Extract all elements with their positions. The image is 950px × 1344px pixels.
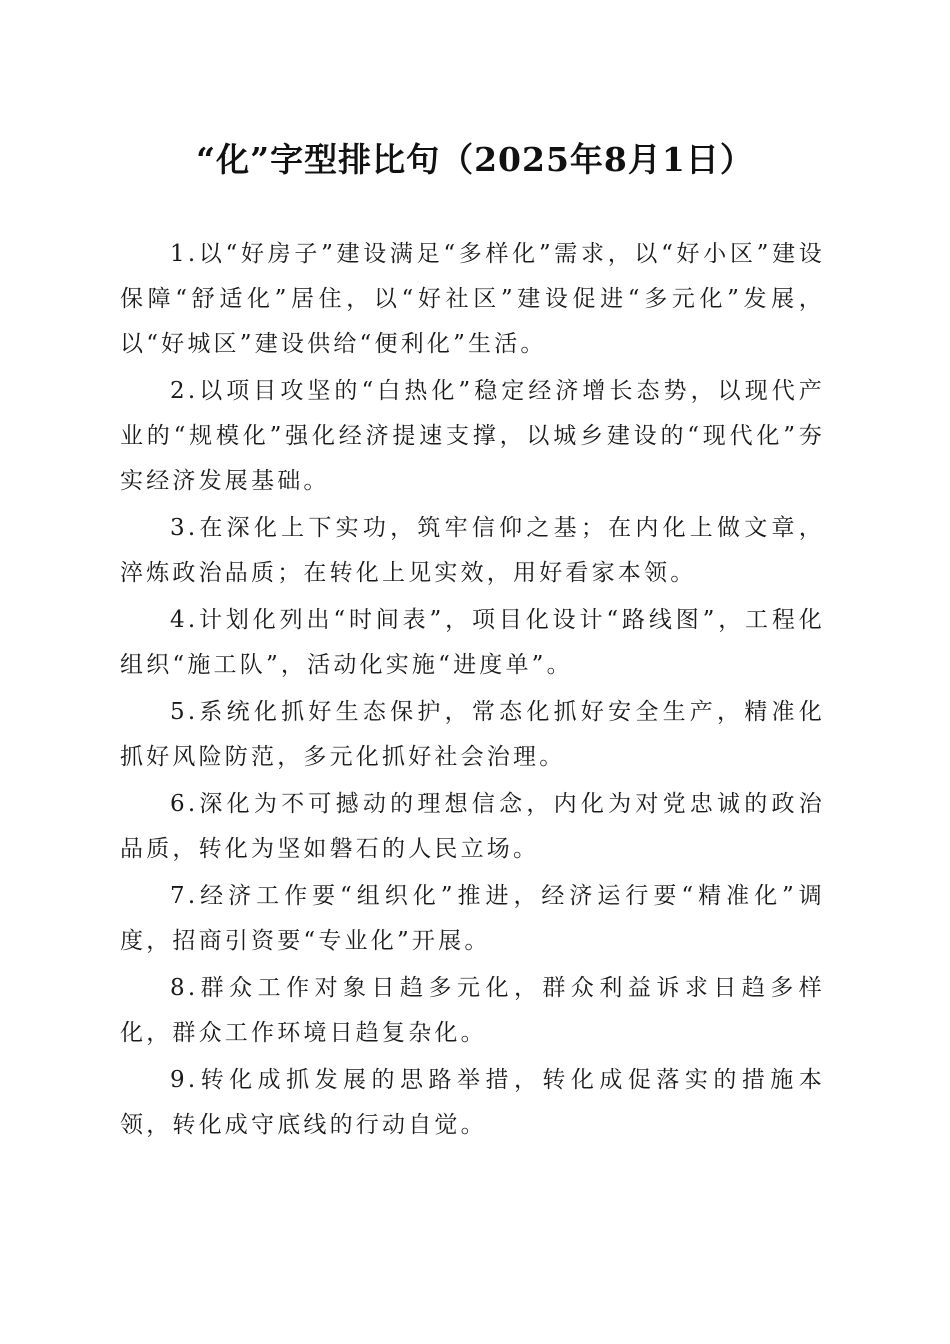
paragraph-4: 4.计划化列出“时间表”，项目化设计“路线图”，工程化组织“施工队”，活动化实施“进度单”。: [120, 607, 825, 678]
paragraph-1: 1.以“好房子”建设满足“多样化”需求，以“好小区”建设保障“舒适化”居住，以“好社区”建设促进“多元化”发展，以“好城区”建设供给“便利化”生活。: [120, 241, 825, 357]
paragraph-7: 7.经济工作要“组织化”推进，经济运行要“精准化”调度，招商引资要“专业化”开展。: [120, 883, 825, 954]
paragraph-2: 2.以项目攻坚的“白热化”稳定经济增长态势，以现代产业的“规模化”强化经济提速支撑，以城乡建设的“现代化”夯实经济发展基础。: [120, 378, 825, 494]
paragraph-8: 8.群众工作对象日趋多元化，群众利益诉求日趋多样化，群众工作环境日趋复杂化。: [120, 975, 825, 1046]
paragraph-9: 9.转化成抓发展的思路举措，转化成促落实的措施本领，转化成守底线的行动自觉。: [120, 1067, 825, 1138]
document-body: [120, 232, 825, 1150]
paragraph-6: 6.深化为不可撼动的理想信念，内化为对党忠诚的政治品质，转化为坚如磐石的人民立场。: [120, 791, 825, 862]
document-title: “化”字型排比句（2025年8月1日）: [196, 140, 754, 179]
paragraph-5: 5.系统化抓好生态保护，常态化抓好安全生产，精准化抓好风险防范，多元化抓好社会治理。: [120, 699, 825, 770]
paragraph-3: 3.在深化上下实功，筑牢信仰之基；在内化上做文章，淬炼政治品质；在转化上见实效，用好看家本领。: [120, 515, 825, 586]
